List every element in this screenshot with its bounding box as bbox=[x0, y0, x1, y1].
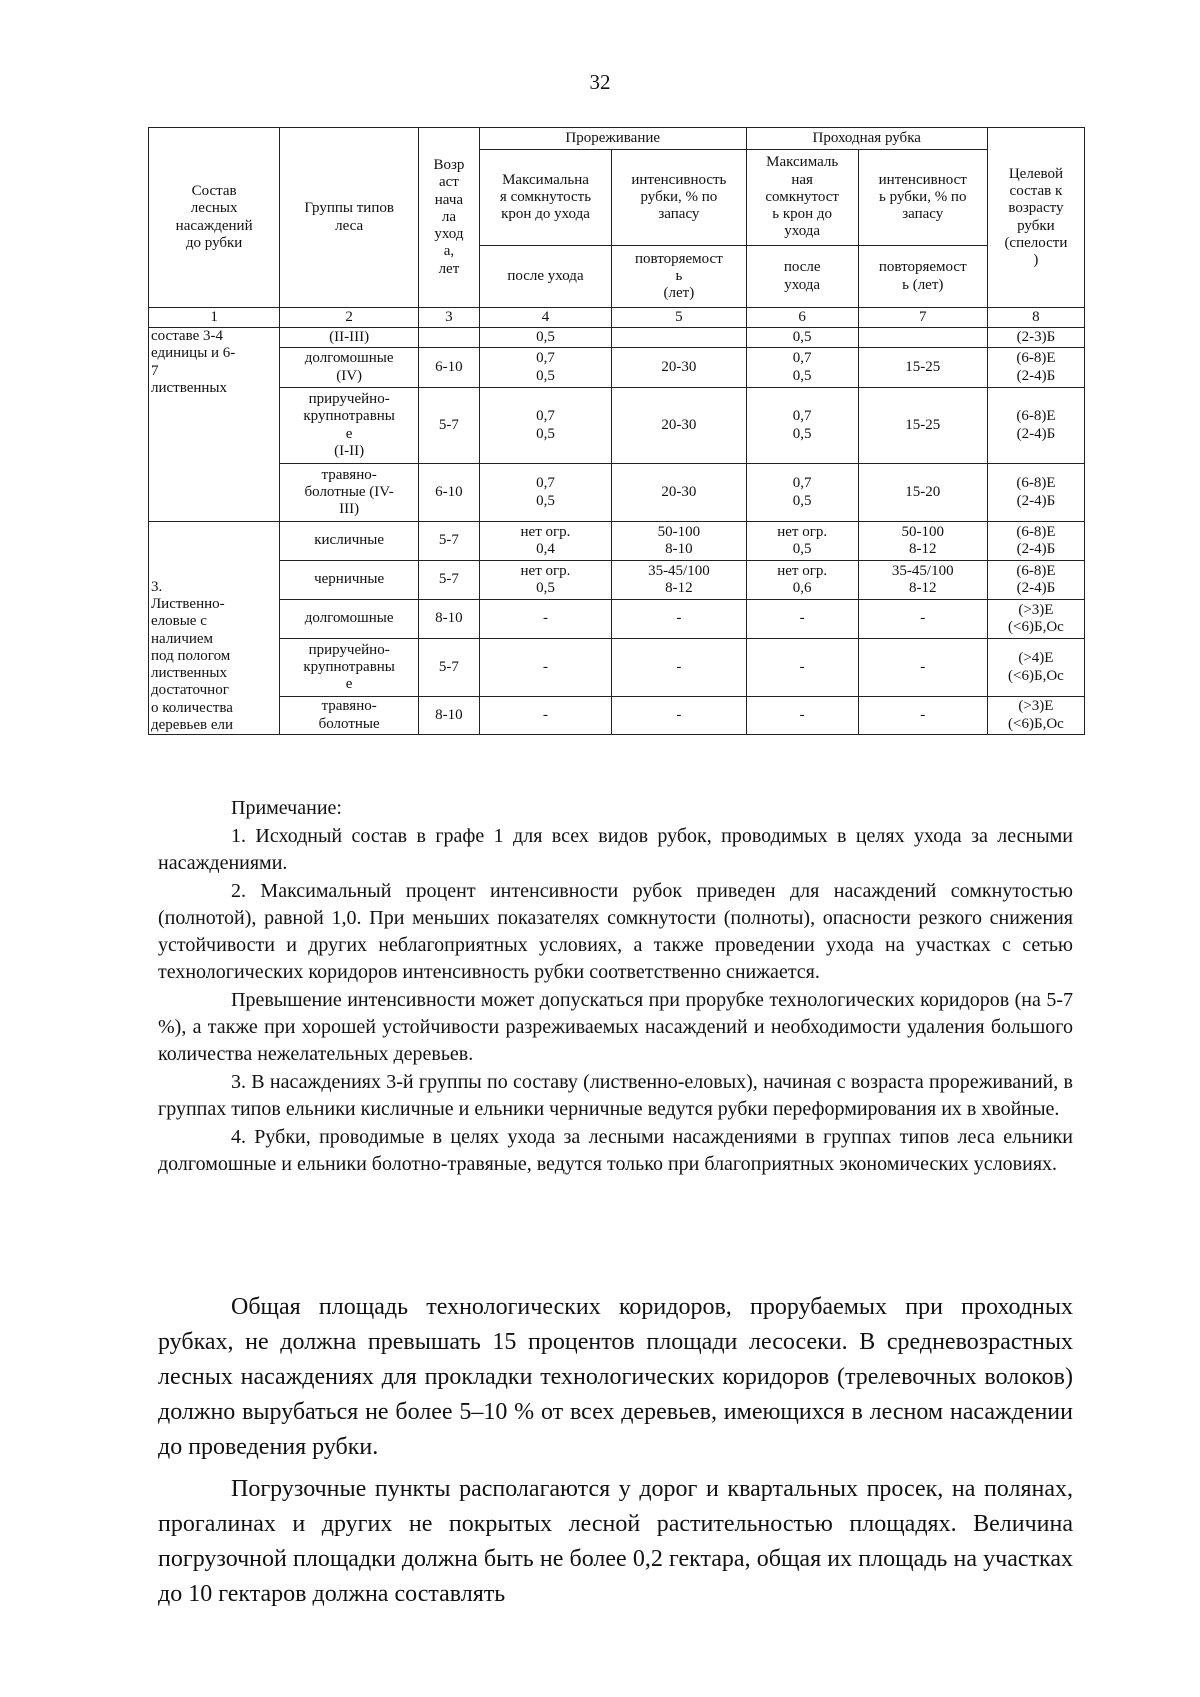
note-1: 1. Исходный состав в графе 1 для всех видов рубок, проводимых в целях ухода за лесными насаждениями. bbox=[158, 825, 1073, 874]
cell-line: - bbox=[920, 610, 926, 627]
cell-line: 50-100 bbox=[657, 523, 701, 540]
cell-line: 50-100 bbox=[901, 523, 944, 540]
cell-line: интенсивность bbox=[631, 171, 727, 188]
thinning-density-cell bbox=[479, 464, 611, 522]
age-cell: 6-10 bbox=[419, 348, 480, 388]
cell-line: 15-25 bbox=[905, 358, 941, 375]
passage-density-cell bbox=[746, 639, 858, 697]
cell-line: кисличные bbox=[314, 532, 385, 549]
thinning-intensity-cell bbox=[612, 697, 746, 735]
thinning-intensity-cell bbox=[612, 464, 746, 522]
cell-line: после bbox=[783, 259, 821, 276]
table-row bbox=[149, 697, 1085, 735]
target-composition-cell bbox=[987, 464, 1084, 522]
cell-line: крупнотравны bbox=[303, 658, 395, 675]
cell-line: лет bbox=[438, 260, 460, 277]
cell-line: нет огр. bbox=[777, 562, 828, 579]
cell-line: 3. bbox=[151, 578, 163, 595]
cell-line: - bbox=[542, 610, 548, 627]
cell-line: - bbox=[920, 658, 926, 675]
cell-line: (<6)Б,Ос bbox=[1008, 619, 1064, 635]
cell-line: (2-4)Б bbox=[1016, 425, 1056, 442]
header-forest-type-groups bbox=[280, 128, 419, 308]
cell-line: (I-II) bbox=[334, 442, 365, 459]
cell-line: Максимальна bbox=[502, 171, 589, 188]
col-number: 3 bbox=[419, 308, 480, 328]
cell-line: 8-10 bbox=[665, 541, 693, 557]
cell-line: аст bbox=[438, 174, 459, 191]
cell-line: ла bbox=[441, 208, 456, 225]
note-4: 4. Рубки, проводимые в целях ухода за лесными насаждениями в группах типов леса ельники долгомошные и ельники болотно-травяные, ведутся только при благоприятных экономических условиях. bbox=[158, 1126, 1073, 1175]
cell-line: наличием bbox=[151, 630, 214, 647]
body-paragraph-2: Погрузочные пункты располагаются у дорог и квартальных просек, на полянах, прогалинах и других не покрытых лесной растительностью площадях. Величина погрузочной площадки должна быть не более 0,2 гектара, общая их площадь на участках до 10 гектаров должна составлять bbox=[158, 1476, 1073, 1607]
cell-line: приручейно- bbox=[308, 391, 390, 407]
cell-line: леса bbox=[335, 217, 364, 234]
composition-label bbox=[149, 522, 280, 735]
forest-type-cell bbox=[280, 388, 419, 464]
cell-line: III) bbox=[339, 501, 360, 518]
cell-line: 8-12 bbox=[665, 580, 693, 596]
cell-line: о количества bbox=[151, 699, 233, 716]
cell-line: (2-4)Б bbox=[1016, 367, 1056, 384]
cell-line: 0,7 bbox=[536, 408, 555, 425]
cell-line: е bbox=[345, 676, 353, 693]
cell-line: 0,7 bbox=[536, 475, 555, 492]
thinning-intensity-cell bbox=[612, 348, 746, 388]
cell-line: 0,5 bbox=[792, 328, 812, 345]
header-passage-after-care bbox=[746, 246, 858, 308]
table-row bbox=[149, 348, 1085, 388]
cell-line: состав к bbox=[1009, 183, 1063, 199]
cell-line: 0,5 bbox=[792, 492, 812, 509]
cell-line: долгомошные bbox=[304, 350, 394, 367]
header-thinning-repeat bbox=[612, 246, 746, 308]
cell-line: (2-4)Б bbox=[1016, 580, 1056, 596]
thinning-density-cell bbox=[479, 600, 611, 639]
thinning-intensity-cell bbox=[612, 522, 746, 561]
cell-line: (6-8)Е bbox=[1016, 562, 1056, 579]
header-thinning-max-density bbox=[479, 150, 611, 246]
header-passage-intensity bbox=[858, 150, 987, 246]
table-row bbox=[149, 388, 1085, 464]
cell-line: повторяемост bbox=[635, 250, 723, 267]
cell-line: 0,7 bbox=[792, 408, 812, 425]
cell-line: ухода bbox=[784, 223, 821, 240]
notes-title: Примечание: bbox=[231, 797, 342, 819]
table-row bbox=[149, 464, 1085, 522]
cell-line: (6-8)Е bbox=[1016, 475, 1056, 492]
target-composition-cell bbox=[987, 600, 1084, 639]
passage-intensity-cell bbox=[858, 388, 987, 464]
header-composition bbox=[149, 128, 280, 308]
cell-line: сомкнутост bbox=[765, 188, 839, 205]
cell-line: до рубки bbox=[185, 234, 243, 251]
cell-line: составе 3-4 bbox=[151, 328, 223, 344]
age-cell bbox=[419, 328, 480, 348]
cell-line: 20-30 bbox=[661, 483, 697, 500]
header-thinning-intensity bbox=[612, 150, 746, 246]
cell-line: травяно- bbox=[321, 466, 377, 483]
passage-density-cell bbox=[746, 464, 858, 522]
passage-intensity-cell bbox=[858, 522, 987, 561]
forest-type-cell bbox=[280, 348, 419, 388]
target-composition-cell bbox=[987, 348, 1084, 388]
col-number: 7 bbox=[858, 308, 987, 328]
forest-type-cell bbox=[280, 522, 419, 561]
age-cell: 5-7 bbox=[419, 639, 480, 697]
table-row bbox=[149, 600, 1085, 639]
thinning-intensity-cell bbox=[612, 600, 746, 639]
cell-line: (2-4)Б bbox=[1016, 541, 1056, 557]
cell-line: еловые с bbox=[151, 613, 207, 630]
composition-label bbox=[149, 328, 280, 522]
cell-line: приручейно- bbox=[308, 641, 390, 658]
passage-density-cell bbox=[746, 697, 858, 735]
age-cell: 5-7 bbox=[419, 561, 480, 600]
passage-intensity-cell bbox=[858, 600, 987, 639]
target-composition-cell bbox=[987, 697, 1084, 735]
cell-line: нача bbox=[434, 191, 464, 208]
cell-line: возрасту bbox=[1008, 200, 1064, 217]
note-2-continued: Превышение интенсивности может допускаться при прорубке технологических коридоров (на 5-7 %), а также при хорошей устойчивости разреживаемых насаждений и необходимости удаления большого количества нежелательных деревьев. bbox=[158, 989, 1073, 1065]
forest-type-cell bbox=[280, 600, 419, 639]
cell-line: крупнотравны bbox=[303, 408, 395, 425]
passage-density-cell bbox=[746, 600, 858, 639]
cell-line: - bbox=[676, 610, 682, 627]
cell-line: (<6)Б,Ос bbox=[1008, 715, 1064, 732]
cell-line: травяно- bbox=[321, 698, 377, 715]
target-composition-cell bbox=[987, 639, 1084, 697]
cell-line: ухода bbox=[784, 276, 821, 293]
thinning-density-cell bbox=[479, 697, 611, 735]
cell-line: запасу bbox=[658, 206, 700, 223]
table-row bbox=[149, 522, 1085, 561]
table-row bbox=[149, 328, 1085, 348]
cell-line: Группы типов bbox=[304, 200, 394, 217]
cell-line: 35-45/100 bbox=[891, 562, 954, 579]
header-row-1 bbox=[149, 128, 1085, 150]
thinning-density-cell bbox=[479, 639, 611, 697]
cell-line: (II-III) bbox=[329, 328, 370, 345]
age-cell: 6-10 bbox=[419, 464, 480, 522]
cell-line: повторяемост bbox=[878, 259, 967, 276]
cell-line: Целевой bbox=[1008, 165, 1063, 182]
cell-line: ь крон до bbox=[772, 206, 833, 223]
cell-line: нет огр. bbox=[520, 523, 571, 540]
forest-type-cell bbox=[280, 328, 419, 348]
cell-line: (>3)Е bbox=[1018, 601, 1054, 618]
cell-line: 0,4 bbox=[536, 541, 555, 557]
notes-section bbox=[158, 795, 1073, 1178]
age-cell: 5-7 bbox=[419, 388, 480, 464]
thinning-density-cell bbox=[479, 328, 611, 348]
cell-line: - bbox=[799, 658, 805, 675]
cell-line: е bbox=[345, 425, 353, 442]
cell-line: - bbox=[676, 706, 682, 723]
passage-intensity-cell bbox=[858, 464, 987, 522]
cell-line: Лиственно- bbox=[151, 596, 225, 612]
cell-line: 0,5 bbox=[792, 425, 812, 442]
cell-line: - bbox=[799, 706, 805, 723]
cell-line: а, bbox=[443, 243, 455, 260]
thinning-density-cell bbox=[479, 522, 611, 561]
cell-line: - bbox=[799, 610, 805, 627]
cell-line: Максималь bbox=[766, 154, 839, 171]
cell-line: 0,5 bbox=[792, 541, 812, 557]
thinning-table bbox=[148, 127, 1085, 735]
passage-intensity-cell bbox=[858, 697, 987, 735]
cell-line: ь (лет) bbox=[902, 276, 944, 293]
thinning-density-cell bbox=[479, 348, 611, 388]
cell-line: Состав bbox=[191, 183, 237, 199]
cell-line: ь рубки, % по bbox=[879, 188, 967, 205]
cell-line: (2-3)Б bbox=[1016, 328, 1056, 345]
cell-line: запасу bbox=[902, 206, 944, 223]
passage-intensity-cell bbox=[858, 328, 987, 348]
col-number: 1 bbox=[149, 308, 280, 328]
cell-line: черничные bbox=[314, 571, 385, 588]
cell-line: достаточног bbox=[151, 682, 229, 699]
passage-intensity-cell bbox=[858, 561, 987, 600]
thinning-density-cell bbox=[479, 561, 611, 600]
col-number: 5 bbox=[612, 308, 746, 328]
thinning-intensity-cell bbox=[612, 561, 746, 600]
col-number: 6 bbox=[746, 308, 858, 328]
cell-line: интенсивност bbox=[878, 171, 967, 188]
column-number-row bbox=[149, 308, 1085, 328]
cell-line: (спелости bbox=[1004, 234, 1068, 251]
note-2: 2. Максимальный процент интенсивности рубок приведен для насаждений сомкнутостью (полнотой), равной 1,0. При меньших показателях сомкнутости (полноты), опасности резкого снижения устойчивости и других неблагоприятных условиях, а также проведении ухода на участках с сетью технологических коридоров интенсивность рубки соответственно снижается. bbox=[158, 880, 1073, 983]
cell-line: 0,5 bbox=[536, 367, 555, 384]
table-row bbox=[149, 639, 1085, 697]
cell-line: 35-45/100 bbox=[648, 562, 710, 579]
cell-line: ) bbox=[1033, 252, 1039, 268]
cell-line: (2-4)Б bbox=[1016, 492, 1056, 509]
cell-line: 0,5 bbox=[536, 492, 555, 509]
body-text bbox=[158, 1290, 1073, 1612]
cell-line: лиственных bbox=[151, 379, 228, 396]
forest-type-cell bbox=[280, 697, 419, 735]
header-thinning-after-care: после ухода bbox=[479, 246, 611, 308]
table-body bbox=[149, 128, 1085, 735]
cell-line: 0,5 bbox=[536, 580, 555, 596]
age-cell: 8-10 bbox=[419, 697, 480, 735]
cell-line: (<6)Б,Ос bbox=[1008, 667, 1064, 684]
cell-line: 0,5 bbox=[536, 328, 555, 345]
cell-line: Возр bbox=[433, 157, 465, 174]
cell-line: - bbox=[920, 706, 926, 723]
target-composition-cell bbox=[987, 561, 1084, 600]
cell-line: долгомошные bbox=[304, 610, 394, 627]
note-3: 3. В насаждениях 3-й группы по составу (лиственно-еловых), начиная с возраста прореживаний, в группах типов ельники кисличные и ельники черничные ведутся рубки переформирования их в хвойные. bbox=[158, 1071, 1073, 1120]
cell-line: деревьев ели bbox=[151, 716, 234, 733]
target-composition-cell bbox=[987, 522, 1084, 561]
cell-line: 15-25 bbox=[905, 416, 941, 433]
cell-line: уход bbox=[434, 226, 464, 243]
cell-line: крон до ухода bbox=[501, 206, 590, 223]
cell-line: 8-12 bbox=[909, 541, 937, 557]
cell-line: 0,7 bbox=[536, 350, 555, 367]
cell-line: (6-8)Е bbox=[1016, 523, 1056, 540]
cell-line: лесных bbox=[190, 200, 238, 217]
passage-density-cell bbox=[746, 561, 858, 600]
cell-line: 0,6 bbox=[792, 580, 812, 596]
table-row bbox=[149, 561, 1085, 600]
cell-line: (лет) bbox=[663, 285, 695, 302]
forest-type-cell bbox=[280, 639, 419, 697]
cell-line: болотные bbox=[318, 715, 380, 732]
passage-density-cell bbox=[746, 348, 858, 388]
cell-line: я сомкнутость bbox=[499, 188, 592, 205]
cell-line: насаждений bbox=[175, 217, 253, 234]
cell-line: болотные (IV- bbox=[304, 483, 394, 500]
cell-line: ная bbox=[791, 171, 813, 188]
cell-line: (6-8)Е bbox=[1016, 350, 1056, 367]
header-thinning: Прореживание bbox=[479, 128, 746, 150]
cell-line: - bbox=[542, 658, 548, 675]
thinning-intensity-cell bbox=[612, 388, 746, 464]
cell-line: (>3)Е bbox=[1018, 698, 1054, 715]
col-number: 8 bbox=[987, 308, 1084, 328]
header-passage-cutting: Проходная рубка bbox=[746, 128, 987, 150]
passage-intensity-cell bbox=[858, 348, 987, 388]
cell-line: (6-8)Е bbox=[1016, 408, 1056, 425]
cell-line: 0,5 bbox=[536, 425, 555, 442]
col-number: 4 bbox=[479, 308, 611, 328]
target-composition-cell bbox=[987, 388, 1084, 464]
body-paragraph-1: Общая площадь технологических коридоров, прорубаемых при проходных рубках, не должна превышать 15 процентов площади лесосеки. В средневозрастных лесных насаждениях для прокладки технологических коридоров (трелевочных волоков) должно вырубаться не более 5–10 % от всех деревьев, имеющихся в лесном насаждении до проведения рубки. bbox=[158, 1294, 1073, 1460]
age-cell: 8-10 bbox=[419, 600, 480, 639]
passage-density-cell bbox=[746, 522, 858, 561]
cell-line: нет огр. bbox=[520, 562, 571, 579]
passage-density-cell bbox=[746, 388, 858, 464]
cell-line: 7 bbox=[151, 362, 159, 379]
cell-line: (>4)Е bbox=[1018, 650, 1054, 667]
cell-line: единицы и 6- bbox=[151, 345, 236, 362]
col-number: 2 bbox=[280, 308, 419, 328]
cell-line: ь bbox=[675, 267, 683, 284]
cell-line: 8-12 bbox=[909, 580, 937, 596]
header-passage-repeat bbox=[858, 246, 987, 308]
target-composition-cell bbox=[987, 328, 1084, 348]
cell-line: нет огр. bbox=[777, 523, 828, 540]
age-cell: 5-7 bbox=[419, 522, 480, 561]
cell-line: 0,7 bbox=[792, 350, 812, 367]
cell-line: 0,5 bbox=[792, 367, 812, 384]
cell-line: рубки bbox=[1017, 217, 1055, 234]
thinning-intensity-cell bbox=[612, 639, 746, 697]
thinning-density-cell bbox=[479, 388, 611, 464]
cell-line: - bbox=[676, 658, 682, 675]
passage-density-cell bbox=[746, 328, 858, 348]
cell-line: 20-30 bbox=[661, 358, 697, 375]
cell-line: 0,7 bbox=[792, 475, 812, 492]
header-passage-max-density bbox=[746, 150, 858, 246]
forest-type-cell bbox=[280, 561, 419, 600]
thinning-intensity-cell bbox=[612, 328, 746, 348]
cell-line: 15-20 bbox=[905, 483, 941, 500]
cell-line: рубки, % по bbox=[640, 188, 718, 205]
cell-line: 20-30 bbox=[661, 416, 697, 433]
passage-intensity-cell bbox=[858, 639, 987, 697]
cell-line: - bbox=[542, 706, 548, 723]
cell-line: (IV) bbox=[336, 367, 363, 384]
header-target-composition bbox=[987, 128, 1084, 308]
page-number: 32 bbox=[589, 70, 611, 94]
cell-line: лиственных bbox=[151, 665, 228, 681]
forest-type-cell bbox=[280, 464, 419, 522]
header-start-age bbox=[419, 128, 480, 308]
cell-line: под пологом bbox=[151, 647, 231, 664]
